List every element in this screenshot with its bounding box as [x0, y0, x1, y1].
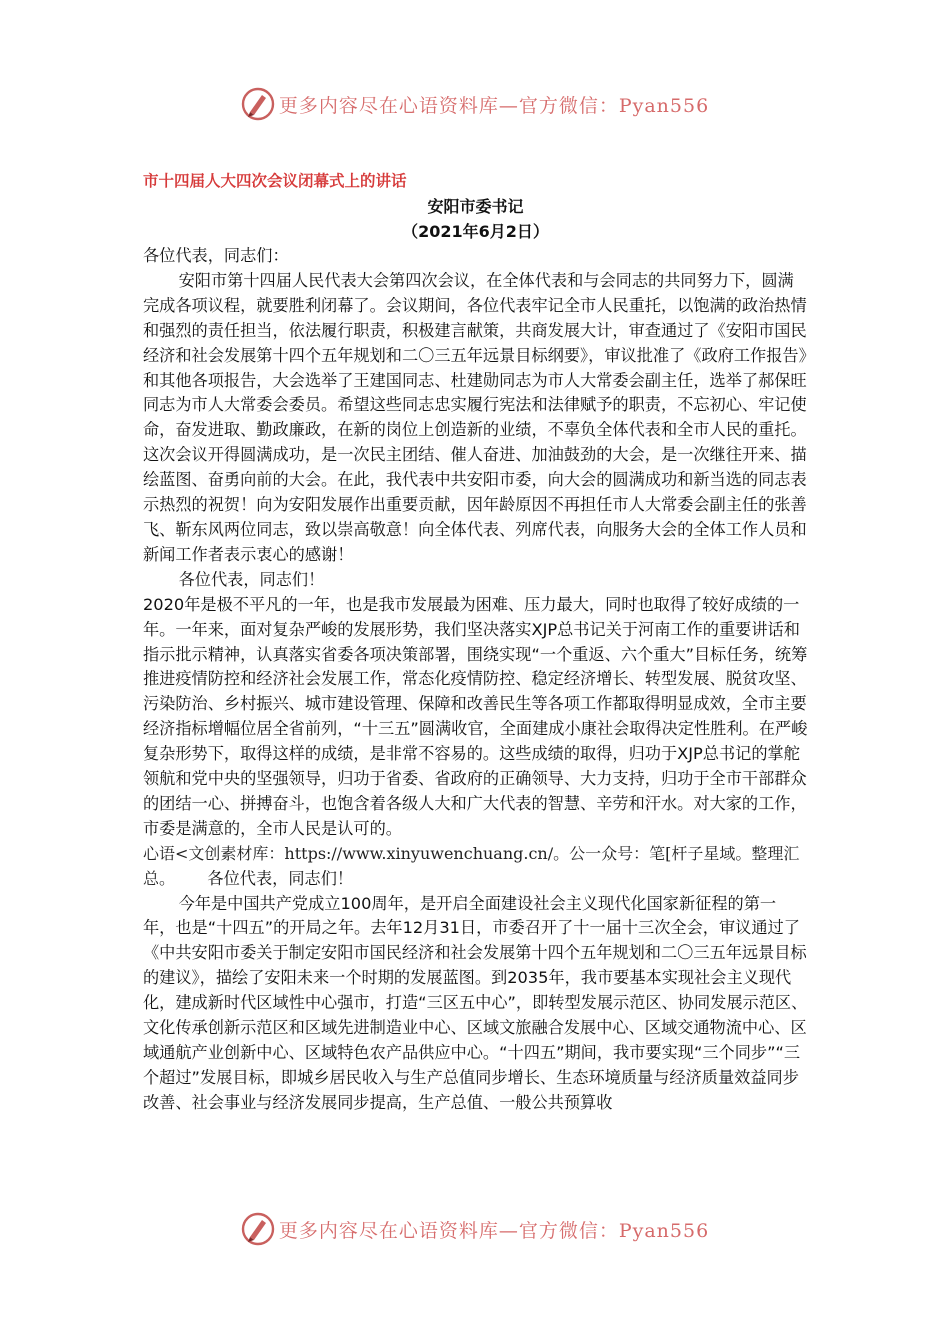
header-banner: [0, 84, 950, 124]
salutation: 各位代表，同志们：: [143, 246, 289, 265]
watermark-line: [143, 842, 808, 892]
pen-logo-icon: [241, 1212, 275, 1246]
banner-text: 更多内容尽在心语资料库—官方微信：Pyan556: [278, 94, 710, 117]
paragraph-3: 今年是中国共产党成立100周年，是开启全面建设社会主义现代化国家新征程的第一年，也是“十四五”的开局之年。去年12月31日，市委召开了十一届十三次全会，审议通过了《中共安阳市委关于制定安阳市国民经济和社会发展第十四个五年规划和二〇三五年远景目标的建议》，描绘了安阳未来一个时期的发展蓝图。到2035年，我市要基本实现社会主义现代化，建成新时代区域性中心强市，打造“三区五中心”，即转型发展示范区、协同发展示范区、文化传承创新示范区和区域先进制造业中心、区域文旅融合发展中心、区域交通物流中心、区域通航产业创新中心、区域特色农产品供应中心。“十四五”期间，我市要实现“三个同步”“三个超过”发展目标，即城乡居民收入与生产总值同步增长、生态环境质量与经济质量效益同步改善、社会事业与经济发展同步提高，生产总值、一般公共预算收: [143, 893, 808, 1112]
pen-logo-icon: [241, 87, 275, 121]
speech-author: 安阳市委书记: [427, 197, 524, 216]
watermark-text: 心语<文创素材库：https://www.xinyuwenchuang.cn/。公一众号：笔[杆子星域。整理汇总。: [143, 843, 800, 888]
salutation-3: 各位代表，同志们！: [207, 868, 354, 888]
banner-text: 更多内容尽在心语资料库—官方微信：Pyan556: [278, 1219, 710, 1242]
footer-banner: [0, 1209, 950, 1249]
paragraph-2: 2020年是极不平凡的一年，也是我市发展最为困难、压力最大，同时也取得了较好成绩的一年。一年来，面对复杂严峻的发展形势，我们坚决落实XJP总书记关于河南工作的重要讲话和指示批示精神，认真落实省委各项决策部署，围绕实现“一个重返、六个重大”目标任务，统筹推进疫情防控和经济社会发展工作，常态化疫情防控、稳定经济增长、转型发展、脱贫攻坚、污染防治、乡村振兴、城市建设管理、保障和改善民生等各项工作都取得明显成效，全市主要经济指标增幅位居全省前列，“十三五”圆满收官，全面建成小康社会取得决定性胜利。在严峻复杂形势下，取得这样的成绩，是非常不容易的。这些成绩的取得，归功于XJP总书记的掌舵领航和党中央的坚强领导，归功于省委、省政府的正确领导、大力支持，归功于全市干部群众的团结一心、拼搏奋斗，也饱含着各级人大和广大代表的智慧、辛劳和汗水。对大家的工作，市委是满意的，全市人民是认可的。: [143, 594, 808, 838]
salutation-2: 各位代表，同志们！: [178, 569, 325, 589]
paragraph-1: 安阳市第十四届人民代表大会第四次会议，在全体代表和与会同志的共同努力下，圆满完成各项议程，就要胜利闭幕了。会议期间，各位代表牢记全市人民重托，以饱满的政治热情和强烈的责任担当，依法履行职责，积极建言献策，共商发展大计，审查通过了《安阳市国民经济和社会发展第十四个五年规划和二〇三五年远景目标纲要》，审议批准了《政府工作报告》和其他各项报告，大会选举了王建国同志、杜建勋同志为市人大常委会副主任，选举了郝保旺同志为市人大常委会委员。希望这些同志忠实履行宪法和法律赋予的职责，不忘初心、牢记使命，奋发进取、勤政廉政，在新的岗位上创造新的业绩，不辜负全体代表和全市人民的重托。这次会议开得圆满成功，是一次民主团结、催人奋进、加油鼓劲的大会，是一次继往开来、描绘蓝图、奋勇向前的大会。在此，我代表中共安阳市委，向大会的圆满成功和新当选的同志表示热烈的祝贺！向为安阳发展作出重要贡献，因年龄原因不再担任市人大常委会副主任的张善飞、靳东风两位同志，致以崇高敬意！向全体代表、列席代表，向服务大会的全体工作人员和新闻工作者表示衷心的感谢！: [143, 270, 807, 564]
speech-date: （2021年6月2日）: [402, 222, 549, 241]
speech-body: [143, 168, 808, 1116]
speech-title: 市十四届人大四次会议闭幕式上的讲话: [143, 172, 407, 190]
